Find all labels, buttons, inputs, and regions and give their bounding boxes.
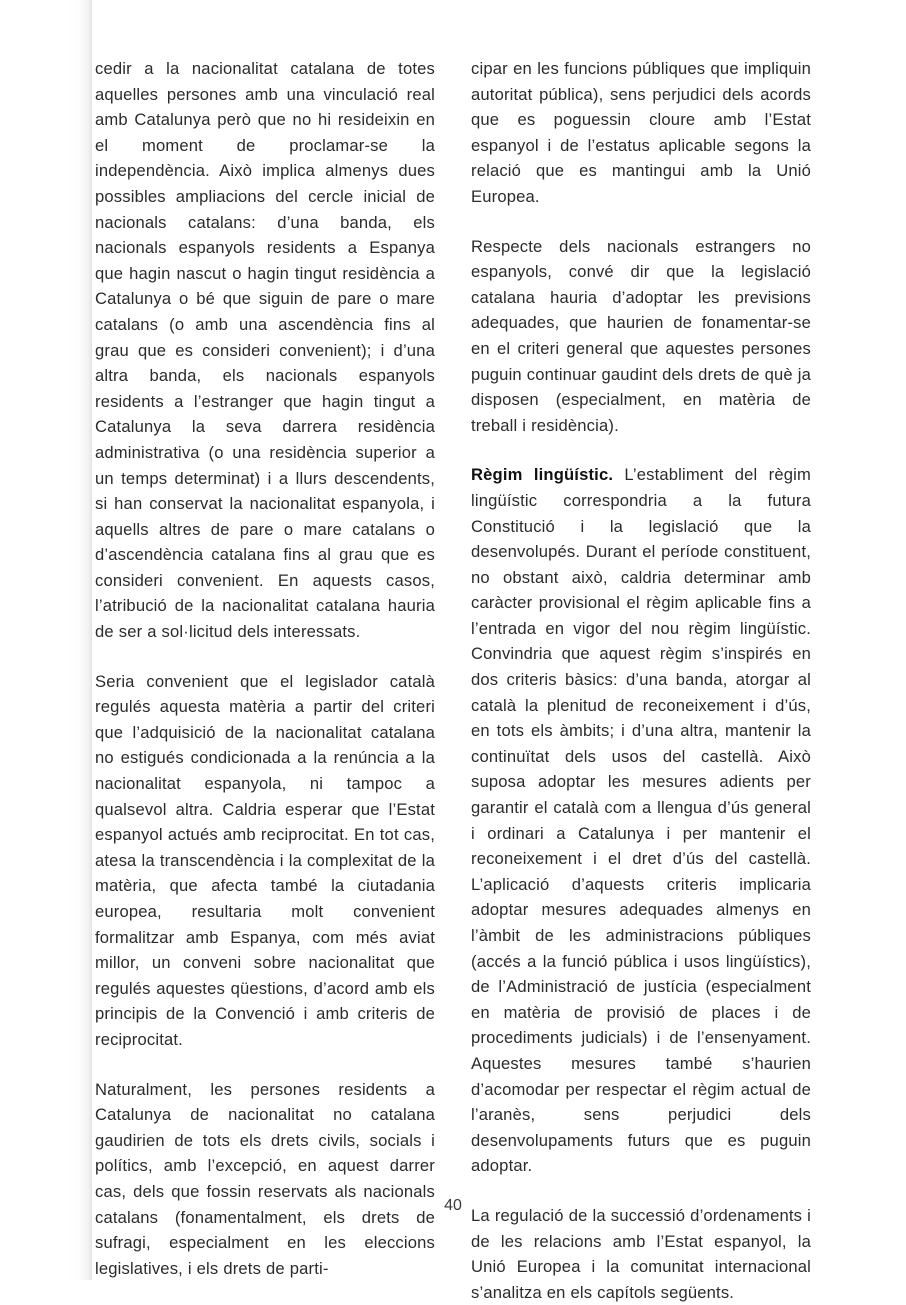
page-binding-shadow	[0, 0, 92, 1280]
run-in-heading: Règim lingüístic.	[471, 465, 614, 485]
right-text-column	[471, 56, 811, 1305]
page-number: 40	[444, 1197, 462, 1214]
paragraph: cipar en les funcions públiques que impliquin autoritat pública), sens perjudici dels acords que es poguessin cloure amb l’Estat espanyol i de l’estatus aplicable segons la relació que es mantingui amb la Unió Europea.	[471, 59, 811, 206]
paragraph-with-run-in-heading	[471, 462, 811, 1179]
paragraph-text: L’establiment del règim lingüístic correspondria a la futura Constitució i la legislació que la desenvolupés. Durant el període constituent, no obstant això, caldria determinar amb caràcter provisional el règim aplicable fins a l’entrada en vigor del nou règim lingüístic. Convindria que aquest règim s’inspirés en dos criteris bàsics: d’una banda, atorgar al català la plenitud de reconeixement i d’ús, en tots els àmbits; i d’una altra, mantenir la continuïtat dels usos del castellà. Això suposa adoptar les mesures adients per garantir el català com a llengua d’ús general i ordinari a Catalunya i per mantenir el reconeixement i el dret d’ús del castellà. L’aplicació d’aquests criteris implicaria adoptar mesures adequades almenys en l’àmbit de les administracions públiques (accés a la funció pública i usos lingüístics), de l’Administració de justícia (especialment en matèria de provisió de places i de procediments judicials) i de l’ensenyament. Aquestes mesures també s’haurien d’acomodar per respectar el règim actual de l’aranès, sens perjudici dels desenvolupaments futurs que es puguin adoptar.	[471, 465, 811, 1176]
two-column-text-body	[95, 56, 812, 1305]
paragraph: Naturalment, les persones residents a Catalunya de nacionalitat no catalana gaudirien de tots els drets civils, socials i polítics, amb l’excepció, en aquest darrer cas, dels que fossin reservats als nacionals catalans (fonamentalment, els drets de sufragi, especialment en les eleccions legislatives, i els drets de parti-	[95, 1079, 435, 1278]
paragraph: Respecte dels nacionals estrangers no espanyols, convé dir que la legislació catalana hauria d’adoptar les previsions adequades, que haurien de fonamentar-se en el criteri general que aquestes persones puguin continuar gaudint dels drets de què ja disposen (especialment, en matèria de treball i residència).	[471, 236, 811, 435]
left-text-column	[95, 56, 435, 1281]
paragraph: Seria convenient que el legislador català regulés aquesta matèria a partir del criteri que l’adquisició de la nacionalitat catalana no estigués condicionada a la renúncia a la nacionalitat espanyola, ni tampoc a qualsevol altra. Caldria esperar que l’Estat espanyol actués amb reciprocitat. En tot cas, atesa la transcendència i la complexitat de la matèria, que afecta també la ciutadania europea, resultaria molt convenient formalitzar amb Espanya, com més aviat millor, un conveni sobre nacionalitat que regulés aquestes qüestions, d’acord amb els principis de la Convenció i amb criteris de reciprocitat.	[95, 671, 435, 1049]
paragraph: cedir a la nacionalitat catalana de totes aquelles persones amb una vinculació real amb Catalunya però que no hi resideixin en el moment de proclamar-se la independència. Això implica almenys dues possibles ampliacions del cercle inicial de nacionals catalans: d’una banda, els nacionals espanyols residents a Espanya que hagin nascut o hagin tingut residència a Catalunya o bé que siguin de pare o mare catalans (o amb una ascendència fins al grau que es consideri convenient); i d’una altra banda, els nacionals espanyols residents a l’estranger que hagin tingut a Catalunya la seva darrera residència administrativa (o una residència superior a un temps determinat) i a llurs descendents, si han conservat la nacionalitat espanyola, i aquells altres de pare o mare catalans o d’ascendència catalana fins al grau que es consideri convenient. En aquests casos, l’atribució de la nacionalitat catalana hauria de ser a sol·licitud dels interessats.	[95, 59, 435, 642]
paragraph: La regulació de la successió d’ordenaments i de les relacions amb l’Estat espanyol, la Unió Europea i la comunitat internacional s’analitza en els capítols següents.	[471, 1205, 811, 1302]
